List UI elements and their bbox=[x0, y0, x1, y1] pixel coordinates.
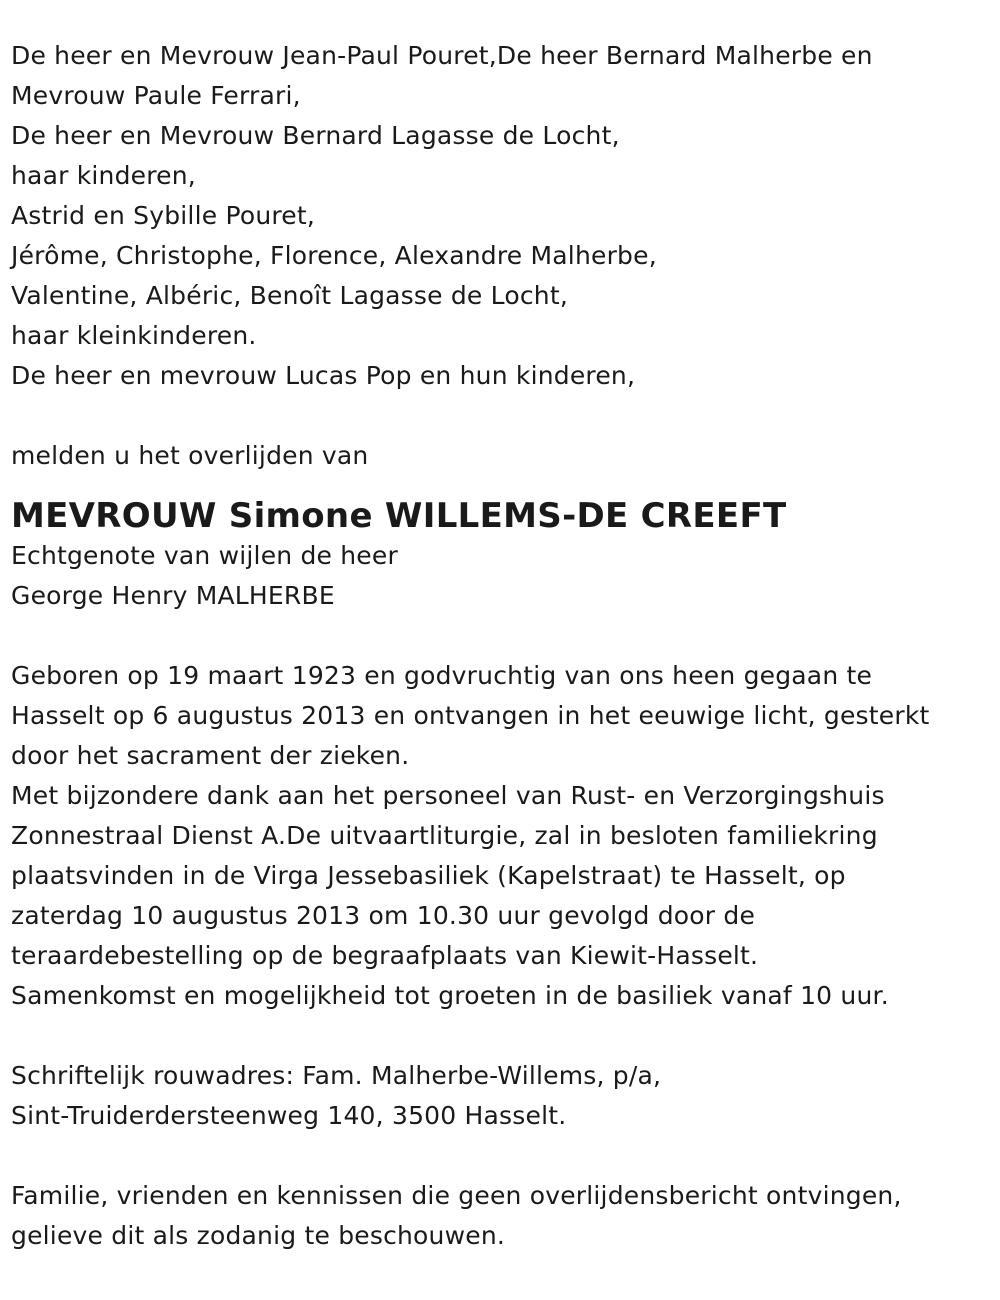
details-line: Hasselt op 6 augustus 2013 en ontvangen in het eeuwige licht, gesterkt bbox=[11, 701, 930, 730]
family-line: De heer en Mevrouw Jean-Paul Pouret,De heer Bernard Malherbe en bbox=[11, 41, 873, 70]
closing-line: gelieve dit als zodanig te beschouwen. bbox=[11, 1221, 506, 1250]
address-section bbox=[11, 1056, 991, 1136]
deceased-name: MEVROUW Simone WILLEMS-DE CREEFT bbox=[11, 496, 787, 536]
spouse-line: Echtgenote van wijlen de heer bbox=[11, 541, 398, 570]
details-line: Met bijzondere dank aan het personeel van Rust- en Verzorgingshuis bbox=[11, 781, 885, 810]
spacer bbox=[11, 616, 991, 656]
spouse-name: George Henry MALHERBE bbox=[11, 581, 335, 610]
closing-section bbox=[11, 1176, 991, 1256]
details-line: Zonnestraal Dienst A.De uitvaartliturgie, zal in besloten familiekring bbox=[11, 821, 878, 850]
obituary-document bbox=[11, 36, 991, 1256]
address-line: Schriftelijk rouwadres: Fam. Malherbe-Willems, p/a, bbox=[11, 1061, 662, 1090]
family-line: Jérôme, Christophe, Florence, Alexandre Malherbe, bbox=[11, 241, 657, 270]
spacer bbox=[11, 1136, 991, 1176]
details-line: plaatsvinden in de Virga Jessebasiliek (Kapelstraat) te Hasselt, op bbox=[11, 861, 846, 890]
announcement-text: melden u het overlijden van bbox=[11, 441, 369, 470]
family-section bbox=[11, 36, 991, 396]
family-line: De heer en Mevrouw Bernard Lagasse de Locht, bbox=[11, 121, 620, 150]
address-line: Sint-Truiderdersteenweg 140, 3500 Hasselt. bbox=[11, 1101, 567, 1130]
family-line: Astrid en Sybille Pouret, bbox=[11, 201, 316, 230]
details-line: Samenkomst en mogelijkheid tot groeten in de basiliek vanaf 10 uur. bbox=[11, 981, 889, 1010]
details-line: teraardebestelling op de begraafplaats van Kiewit-Hasselt. bbox=[11, 941, 759, 970]
details-line: zaterdag 10 augustus 2013 om 10.30 uur gevolgd door de bbox=[11, 901, 756, 930]
spacer bbox=[11, 1016, 991, 1056]
family-line: haar kinderen, bbox=[11, 161, 196, 190]
details-line: door het sacrament der zieken. bbox=[11, 741, 410, 770]
details-section bbox=[11, 656, 991, 1016]
details-line: Geboren op 19 maart 1923 en godvruchtig van ons heen gegaan te bbox=[11, 661, 873, 690]
family-line: De heer en mevrouw Lucas Pop en hun kinderen, bbox=[11, 361, 636, 390]
spacer bbox=[11, 396, 991, 436]
family-line: Mevrouw Paule Ferrari, bbox=[11, 81, 301, 110]
family-line: Valentine, Albéric, Benoît Lagasse de Locht, bbox=[11, 281, 568, 310]
closing-line: Familie, vrienden en kennissen die geen overlijdensbericht ontvingen, bbox=[11, 1181, 902, 1210]
family-line: haar kleinkinderen. bbox=[11, 321, 257, 350]
